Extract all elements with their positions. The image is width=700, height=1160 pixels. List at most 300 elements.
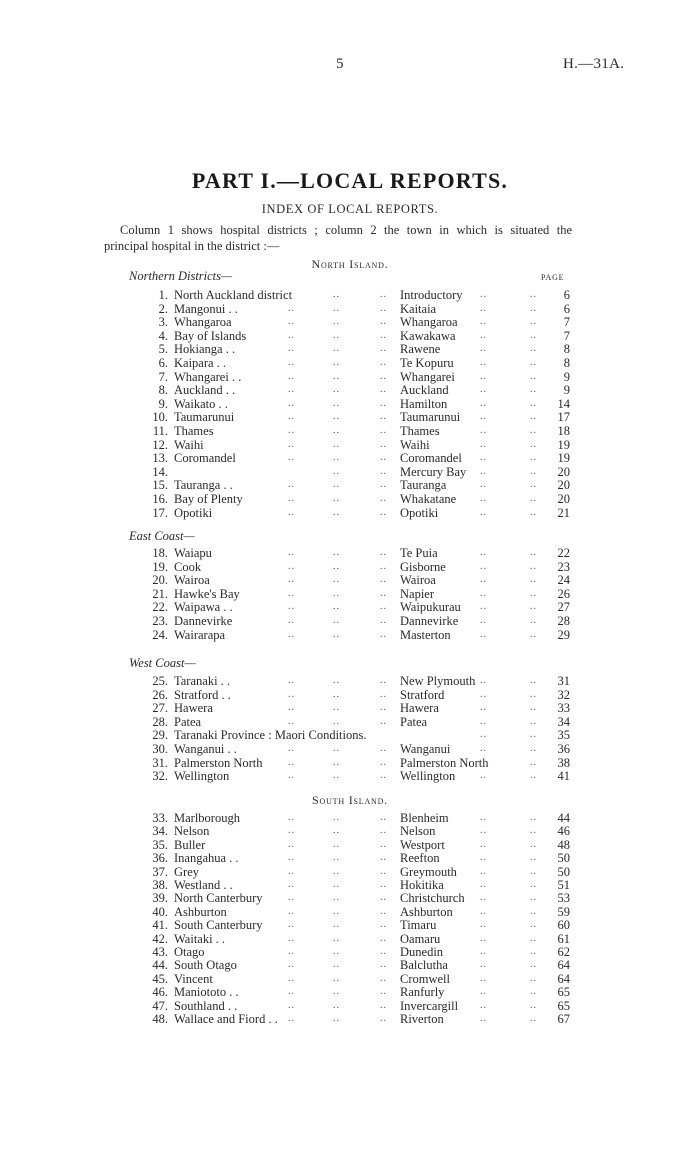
leader-dots: ..	[380, 370, 387, 382]
leader-dots: ..	[288, 1013, 295, 1024]
leader-dots: ..	[530, 715, 537, 727]
row-number: 26.	[152, 687, 168, 702]
row-number: 28.	[152, 714, 168, 729]
leader-dots: ..	[288, 838, 295, 850]
intro-line-2: principal hospital in the district :—	[104, 239, 280, 253]
leader-dots: ..	[333, 479, 340, 491]
page-ref: 20	[557, 492, 570, 506]
district-name: Cook	[174, 559, 202, 574]
leader-dots: ..	[333, 438, 340, 450]
leader-dots: ..	[480, 628, 487, 640]
index-row	[0, 614, 700, 628]
leader-dots: ..	[333, 812, 340, 823]
page-ref: 22	[557, 546, 570, 560]
leader-dots: ..	[480, 743, 487, 754]
index-row	[0, 999, 700, 1013]
row-number: 10.	[152, 410, 168, 425]
town-name: Kawakawa	[400, 328, 456, 343]
leader-dots: ..	[288, 946, 295, 957]
leader-dots: ..	[333, 302, 340, 314]
leader-dots: ..	[480, 316, 487, 328]
page-ref: 38	[557, 755, 570, 770]
leader-dots: ..	[530, 601, 537, 613]
region-heading-west: West Coast—	[129, 656, 196, 670]
row-number: 20.	[152, 573, 168, 588]
page-ref: 50	[557, 851, 570, 866]
leader-dots: ..	[380, 999, 387, 1011]
page-ref: 35	[557, 728, 570, 743]
district-name: Wallace and Fiord . .	[174, 1012, 278, 1026]
leader-dots: ..	[380, 812, 387, 823]
leader-dots: ..	[288, 675, 295, 686]
town-name: Te Puia	[400, 546, 438, 560]
page-ref: 23	[557, 559, 570, 574]
page-ref: 9	[563, 369, 570, 384]
page-ref: 64	[557, 958, 570, 973]
page-ref: 61	[557, 931, 570, 946]
leader-dots: ..	[530, 302, 537, 314]
leader-dots: ..	[333, 892, 340, 904]
leader-dots: ..	[480, 986, 487, 998]
index-row	[0, 451, 700, 465]
leader-dots: ..	[333, 946, 340, 957]
row-number: 12.	[152, 437, 168, 452]
district-name: Whangaroa	[174, 315, 232, 330]
leader-dots: ..	[333, 370, 340, 382]
town-name: Wellington	[400, 769, 456, 784]
row-number: 47.	[152, 998, 168, 1013]
district-name: Taumarunui	[174, 410, 235, 425]
district-name: Dannevirke	[174, 614, 233, 628]
leader-dots: ..	[288, 688, 295, 700]
index-row	[0, 865, 700, 879]
leader-dots: ..	[333, 601, 340, 613]
district-name: Mangonui . .	[174, 301, 238, 316]
leader-dots: ..	[380, 825, 387, 837]
leader-dots: ..	[530, 770, 537, 782]
town-name: Auckland	[400, 383, 449, 398]
leader-dots: ..	[530, 688, 537, 700]
leader-dots: ..	[288, 370, 295, 382]
index-row	[0, 918, 700, 932]
page-ref: 36	[557, 742, 570, 756]
leader-dots: ..	[480, 357, 487, 368]
row-number: 35.	[152, 837, 168, 852]
district-name: Whangarei . .	[174, 369, 242, 384]
row-number: 4.	[158, 328, 168, 343]
index-row	[0, 1012, 700, 1026]
district-name: Marlborough	[174, 811, 240, 825]
town-name: Gisborne	[400, 559, 446, 574]
leader-dots: ..	[333, 411, 340, 423]
page-ref: 6	[563, 301, 570, 316]
leader-dots: ..	[480, 999, 487, 1011]
index-title: INDEX OF LOCAL REPORTS.	[261, 202, 439, 216]
row-number: 19.	[152, 559, 168, 574]
district-name: North Canterbury	[174, 891, 263, 906]
leader-dots: ..	[380, 452, 387, 464]
district-name: Buller	[174, 837, 206, 852]
index-row	[0, 811, 700, 825]
leader-dots: ..	[480, 302, 487, 314]
row-number: 16.	[152, 492, 168, 506]
leader-dots: ..	[480, 452, 487, 464]
document-code: H.—31A.	[563, 56, 625, 72]
leader-dots: ..	[380, 438, 387, 450]
leader-dots: ..	[530, 587, 537, 599]
leader-dots: ..	[530, 999, 537, 1011]
leader-dots: ..	[288, 411, 295, 423]
row-number: 6.	[158, 356, 168, 370]
town-name: Riverton	[400, 1012, 444, 1026]
leader-dots: ..	[380, 506, 387, 518]
district-name: Westland . .	[174, 878, 233, 892]
leader-dots: ..	[380, 357, 387, 368]
page-ref: 20	[557, 464, 570, 479]
page-ref: 65	[557, 985, 570, 1000]
leader-dots: ..	[333, 838, 340, 850]
leader-dots: ..	[480, 688, 487, 700]
leader-dots: ..	[530, 743, 537, 754]
leader-dots: ..	[480, 370, 487, 382]
page-ref: 31	[557, 674, 570, 688]
town-name: Palmerston North	[400, 755, 489, 770]
index-row	[0, 958, 700, 972]
row-number: 43.	[152, 945, 168, 959]
district-name: Taranaki . .	[174, 674, 231, 688]
leader-dots: ..	[380, 411, 387, 423]
leader-dots: ..	[288, 919, 295, 931]
leader-dots: ..	[480, 615, 487, 626]
leader-dots: ..	[530, 329, 537, 341]
leader-dots: ..	[380, 384, 387, 396]
leader-dots: ..	[288, 479, 295, 491]
leader-dots: ..	[380, 879, 387, 890]
leader-dots: ..	[530, 972, 537, 984]
leader-dots: ..	[380, 959, 387, 971]
leader-dots: ..	[333, 316, 340, 328]
town-name: Cromwell	[400, 971, 450, 986]
leader-dots: ..	[530, 370, 537, 382]
page-ref: 65	[557, 998, 570, 1013]
page-ref: 64	[557, 971, 570, 986]
town-name: Wairoa	[400, 573, 436, 588]
row-number: 30.	[152, 742, 168, 756]
leader-dots: ..	[380, 615, 387, 626]
leader-dots: ..	[380, 756, 387, 768]
index-row	[0, 410, 700, 424]
leader-dots: ..	[288, 852, 295, 864]
leader-dots: ..	[380, 919, 387, 931]
town-name: Oamaru	[400, 931, 441, 946]
leader-dots: ..	[380, 329, 387, 341]
page-ref: 53	[557, 891, 570, 906]
leader-dots: ..	[288, 702, 295, 714]
town-name: Patea	[400, 714, 428, 729]
index-row	[0, 506, 700, 520]
leader-dots: ..	[480, 493, 487, 504]
leader-dots: ..	[530, 919, 537, 931]
town-name: Nelson	[400, 824, 436, 839]
leader-dots: ..	[380, 932, 387, 944]
town-name: Balclutha	[400, 958, 448, 973]
town-name: New Plymouth	[400, 674, 476, 688]
leader-dots: ..	[333, 770, 340, 782]
town-name: Masterton	[400, 627, 451, 642]
leader-dots: ..	[380, 465, 387, 477]
leader-dots: ..	[288, 812, 295, 823]
index-row	[0, 315, 700, 329]
index-row	[0, 715, 700, 729]
leader-dots: ..	[380, 688, 387, 700]
town-name: Dunedin	[400, 945, 444, 959]
town-name: Napier	[400, 586, 435, 601]
town-name: Stratford	[400, 687, 445, 702]
index-row	[0, 370, 700, 384]
page-ref: 51	[557, 878, 570, 892]
leader-dots: ..	[288, 601, 295, 613]
leader-dots: ..	[288, 865, 295, 877]
leader-dots: ..	[333, 715, 340, 727]
leader-dots: ..	[380, 302, 387, 314]
page-ref: 46	[557, 824, 570, 839]
row-number: 31.	[152, 755, 168, 770]
district-name: Coromandel	[174, 451, 236, 466]
leader-dots: ..	[380, 493, 387, 504]
leader-dots: ..	[333, 465, 340, 477]
leader-dots: ..	[480, 892, 487, 904]
leader-dots: ..	[333, 999, 340, 1011]
row-number: 34.	[152, 824, 168, 839]
town-name: Westport	[400, 837, 445, 852]
leader-dots: ..	[380, 972, 387, 984]
leader-dots: ..	[288, 302, 295, 314]
index-row	[0, 302, 700, 316]
leader-dots: ..	[380, 547, 387, 558]
leader-dots: ..	[530, 560, 537, 572]
district-name: Nelson	[174, 824, 210, 839]
town-name: Rawene	[400, 342, 441, 357]
leader-dots: ..	[530, 729, 537, 741]
leader-dots: ..	[288, 343, 295, 355]
page-ref: 48	[557, 837, 570, 852]
row-number: 17.	[152, 505, 168, 520]
leader-dots: ..	[530, 1013, 537, 1024]
leader-dots: ..	[480, 601, 487, 613]
index-row	[0, 824, 700, 838]
leader-dots: ..	[480, 329, 487, 341]
leader-dots: ..	[288, 425, 295, 436]
index-row	[0, 383, 700, 397]
leader-dots: ..	[333, 615, 340, 626]
index-row	[0, 945, 700, 959]
leader-dots: ..	[380, 574, 387, 586]
leader-dots: ..	[380, 601, 387, 613]
leader-dots: ..	[530, 702, 537, 714]
leader-dots: ..	[333, 972, 340, 984]
leader-dots: ..	[288, 972, 295, 984]
index-row	[0, 878, 700, 892]
town-name: Taumarunui	[400, 410, 461, 425]
leader-dots: ..	[333, 506, 340, 518]
town-name: Opotiki	[400, 505, 439, 520]
town-name: Wanganui	[400, 742, 451, 756]
leader-dots: ..	[333, 425, 340, 436]
index-row	[0, 288, 700, 302]
district-name: North Auckland district	[174, 288, 293, 302]
leader-dots: ..	[380, 560, 387, 572]
page-ref: 7	[563, 328, 570, 343]
leader-dots: ..	[333, 1013, 340, 1024]
page-ref: 41	[557, 769, 570, 784]
leader-dots: ..	[480, 770, 487, 782]
leader-dots: ..	[530, 479, 537, 491]
row-number: 24.	[152, 627, 168, 642]
leader-dots: ..	[380, 715, 387, 727]
leader-dots: ..	[530, 986, 537, 998]
town-name: Whangaroa	[400, 315, 458, 330]
town-name: Kaitaia	[400, 301, 437, 316]
district-name: Wellington	[174, 769, 230, 784]
town-name: Ranfurly	[400, 985, 445, 1000]
leader-dots: ..	[530, 675, 537, 686]
leader-dots: ..	[288, 574, 295, 586]
leader-dots: ..	[530, 452, 537, 464]
leader-dots: ..	[380, 865, 387, 877]
leader-dots: ..	[480, 812, 487, 823]
index-row	[0, 701, 700, 715]
leader-dots: ..	[480, 547, 487, 558]
intro-paragraph	[104, 222, 572, 254]
district-name: Patea	[174, 714, 202, 729]
leader-dots: ..	[480, 479, 487, 491]
leader-dots: ..	[530, 825, 537, 837]
part-title: PART I.—LOCAL REPORTS.	[191, 168, 509, 193]
page-ref: 32	[557, 687, 570, 702]
leader-dots: ..	[333, 825, 340, 837]
page-ref: 67	[557, 1012, 570, 1026]
leader-dots: ..	[333, 743, 340, 754]
index-row	[0, 838, 700, 852]
row-number: 36.	[152, 851, 168, 866]
leader-dots: ..	[480, 729, 487, 741]
page-ref: 34	[557, 714, 570, 729]
row-number: 33.	[152, 811, 168, 825]
index-row	[0, 397, 700, 411]
leader-dots: ..	[333, 852, 340, 864]
leader-dots: ..	[333, 452, 340, 464]
row-number: 39.	[152, 891, 168, 906]
district-name: Bay of Plenty	[174, 492, 243, 506]
leader-dots: ..	[530, 756, 537, 768]
index-row	[0, 905, 700, 919]
leader-dots: ..	[480, 506, 487, 518]
district-name: Waitaki . .	[174, 931, 226, 946]
district-name: Tauranga . .	[174, 478, 233, 493]
leader-dots: ..	[480, 1013, 487, 1024]
leader-dots: ..	[380, 316, 387, 328]
leader-dots: ..	[530, 493, 537, 504]
leader-dots: ..	[480, 465, 487, 477]
leader-dots: ..	[530, 465, 537, 477]
town-name: Blenheim	[400, 811, 449, 825]
leader-dots: ..	[288, 756, 295, 768]
page-ref: 20	[557, 478, 570, 493]
leader-dots: ..	[288, 493, 295, 504]
index-row	[0, 560, 700, 574]
district-name: Kaipara . .	[174, 356, 227, 370]
leader-dots: ..	[333, 289, 340, 300]
leader-dots: ..	[288, 547, 295, 558]
page-ref: 18	[557, 424, 570, 438]
leader-dots: ..	[380, 852, 387, 864]
leader-dots: ..	[288, 628, 295, 640]
town-name: Waihi	[400, 437, 430, 452]
district-name: Hawera	[174, 701, 213, 716]
leader-dots: ..	[288, 316, 295, 328]
index-row	[0, 985, 700, 999]
leader-dots: ..	[530, 384, 537, 396]
leader-dots: ..	[333, 932, 340, 944]
leader-dots: ..	[333, 675, 340, 686]
leader-dots: ..	[288, 357, 295, 368]
district-name: Thames	[174, 424, 214, 438]
index-row	[0, 573, 700, 587]
district-name: Waikato . .	[174, 396, 228, 411]
leader-dots: ..	[530, 425, 537, 436]
leader-dots: ..	[288, 587, 295, 599]
district-name: Wanganui . .	[174, 742, 237, 756]
leader-dots: ..	[530, 438, 537, 450]
town-name: Hawera	[400, 701, 439, 716]
leader-dots: ..	[333, 547, 340, 558]
north-island-heading: North Island.	[311, 257, 389, 271]
leader-dots: ..	[480, 919, 487, 931]
leader-dots: ..	[530, 574, 537, 586]
index-row	[0, 600, 700, 614]
page-ref: 62	[557, 945, 570, 959]
leader-dots: ..	[480, 905, 487, 917]
row-number: 22.	[152, 600, 168, 615]
district-name: South Otago	[174, 958, 237, 973]
page-ref: 19	[557, 437, 570, 452]
index-row	[0, 546, 700, 560]
leader-dots: ..	[380, 946, 387, 957]
leader-dots: ..	[380, 1013, 387, 1024]
leader-dots: ..	[333, 879, 340, 890]
page-ref: 24	[557, 573, 570, 588]
leader-dots: ..	[333, 865, 340, 877]
index-row	[0, 851, 700, 865]
leader-dots: ..	[480, 972, 487, 984]
town-name: Invercargill	[400, 998, 459, 1013]
row-number: 2.	[158, 301, 168, 316]
leader-dots: ..	[380, 289, 387, 300]
page-ref: 29	[557, 627, 570, 642]
town-name: Whangarei	[400, 369, 455, 384]
leader-dots: ..	[380, 479, 387, 491]
page-ref: 27	[557, 600, 570, 615]
region-heading-northern: Northern Districts—	[129, 269, 233, 283]
index-row	[0, 972, 700, 986]
page-ref: 17	[557, 410, 570, 425]
index-row	[0, 478, 700, 492]
page-ref: 19	[557, 451, 570, 466]
page-ref: 44	[557, 811, 570, 825]
leader-dots: ..	[380, 986, 387, 998]
district-name: Hawke's Bay	[174, 586, 240, 601]
index-row	[0, 465, 700, 479]
